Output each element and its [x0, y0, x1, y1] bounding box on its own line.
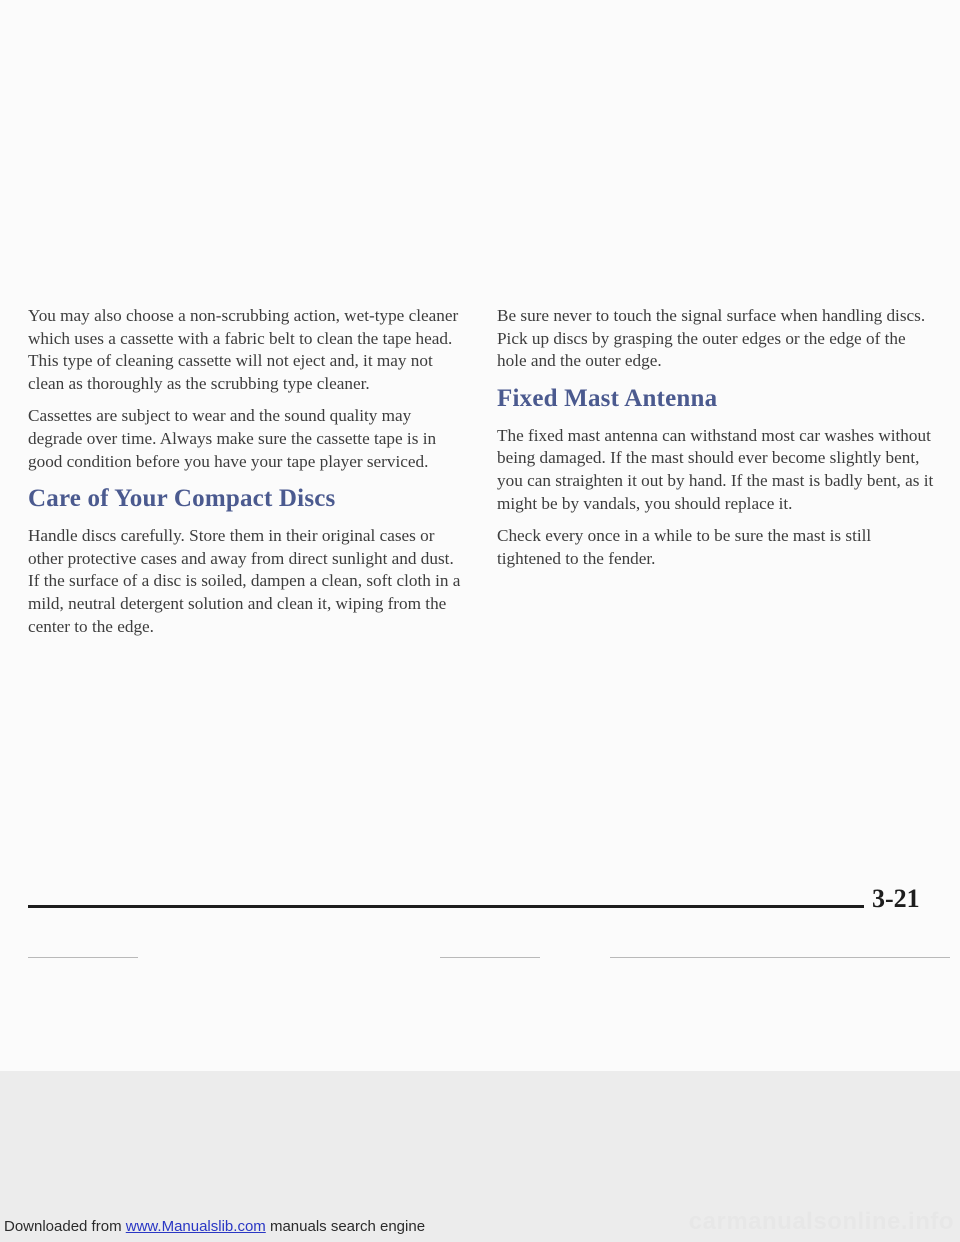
disc-handling-paragraph: Handle discs carefully. Store them in their original cases or other protective cases and away from direct sunlight and dust. If the surface of a disc is soiled, dampen a clean, soft cloth in a mild, neutral detergent solution and clean it, wiping from the center to the edge.	[28, 526, 461, 636]
scan-artifact-line	[440, 957, 540, 958]
page-divider-rule	[28, 905, 864, 908]
compact-discs-heading: Care of Your Compact Discs	[28, 485, 336, 513]
fixed-mast-antenna-heading: Fixed Mast Antenna	[497, 384, 718, 412]
manualslib-link[interactable]: www.Manualslib.com	[125, 1218, 266, 1235]
right-column	[497, 305, 937, 580]
download-credit-prefix: Downloaded from	[4, 1218, 126, 1235]
signal-surface-paragraph: Be sure never to touch the signal surface when handling discs. Pick up discs by grasping the outer edges or the edge of the hole and the outer edge.	[497, 306, 926, 371]
left-column	[28, 305, 468, 648]
scan-artifact-line	[28, 957, 138, 958]
antenna-washes-paragraph: The fixed mast antenna can withstand most car washes without being damaged. If the mast should ever become slightly bent, you can straighten it out by hand. If the mast is badly bent, as it might be by vandals, you should replace it.	[497, 425, 934, 513]
download-credit	[4, 1218, 425, 1235]
cassette-cleaner-paragraph: You may also choose a non-scrubbing action, wet-type cleaner which uses a cassette with a fabric belt to clean the tape head. This type of cleaning cassette will not eject and, it may not clean as thoroughly as the scrubbing type cleaner.	[28, 306, 459, 393]
cassette-wear-paragraph: Cassettes are subject to wear and the sound quality may degrade over time. Always make sure the cassette tape is in good condition before you have your tape player serviced.	[28, 406, 437, 471]
page-number: 3-21	[872, 884, 920, 913]
scan-artifact-line	[610, 957, 950, 958]
site-watermark: carmanualsonline.info	[688, 1208, 954, 1235]
download-credit-suffix: manuals search engine	[265, 1218, 426, 1235]
antenna-check-paragraph: Check every once in a while to be sure the mast is still tightened to the fender.	[497, 526, 872, 568]
